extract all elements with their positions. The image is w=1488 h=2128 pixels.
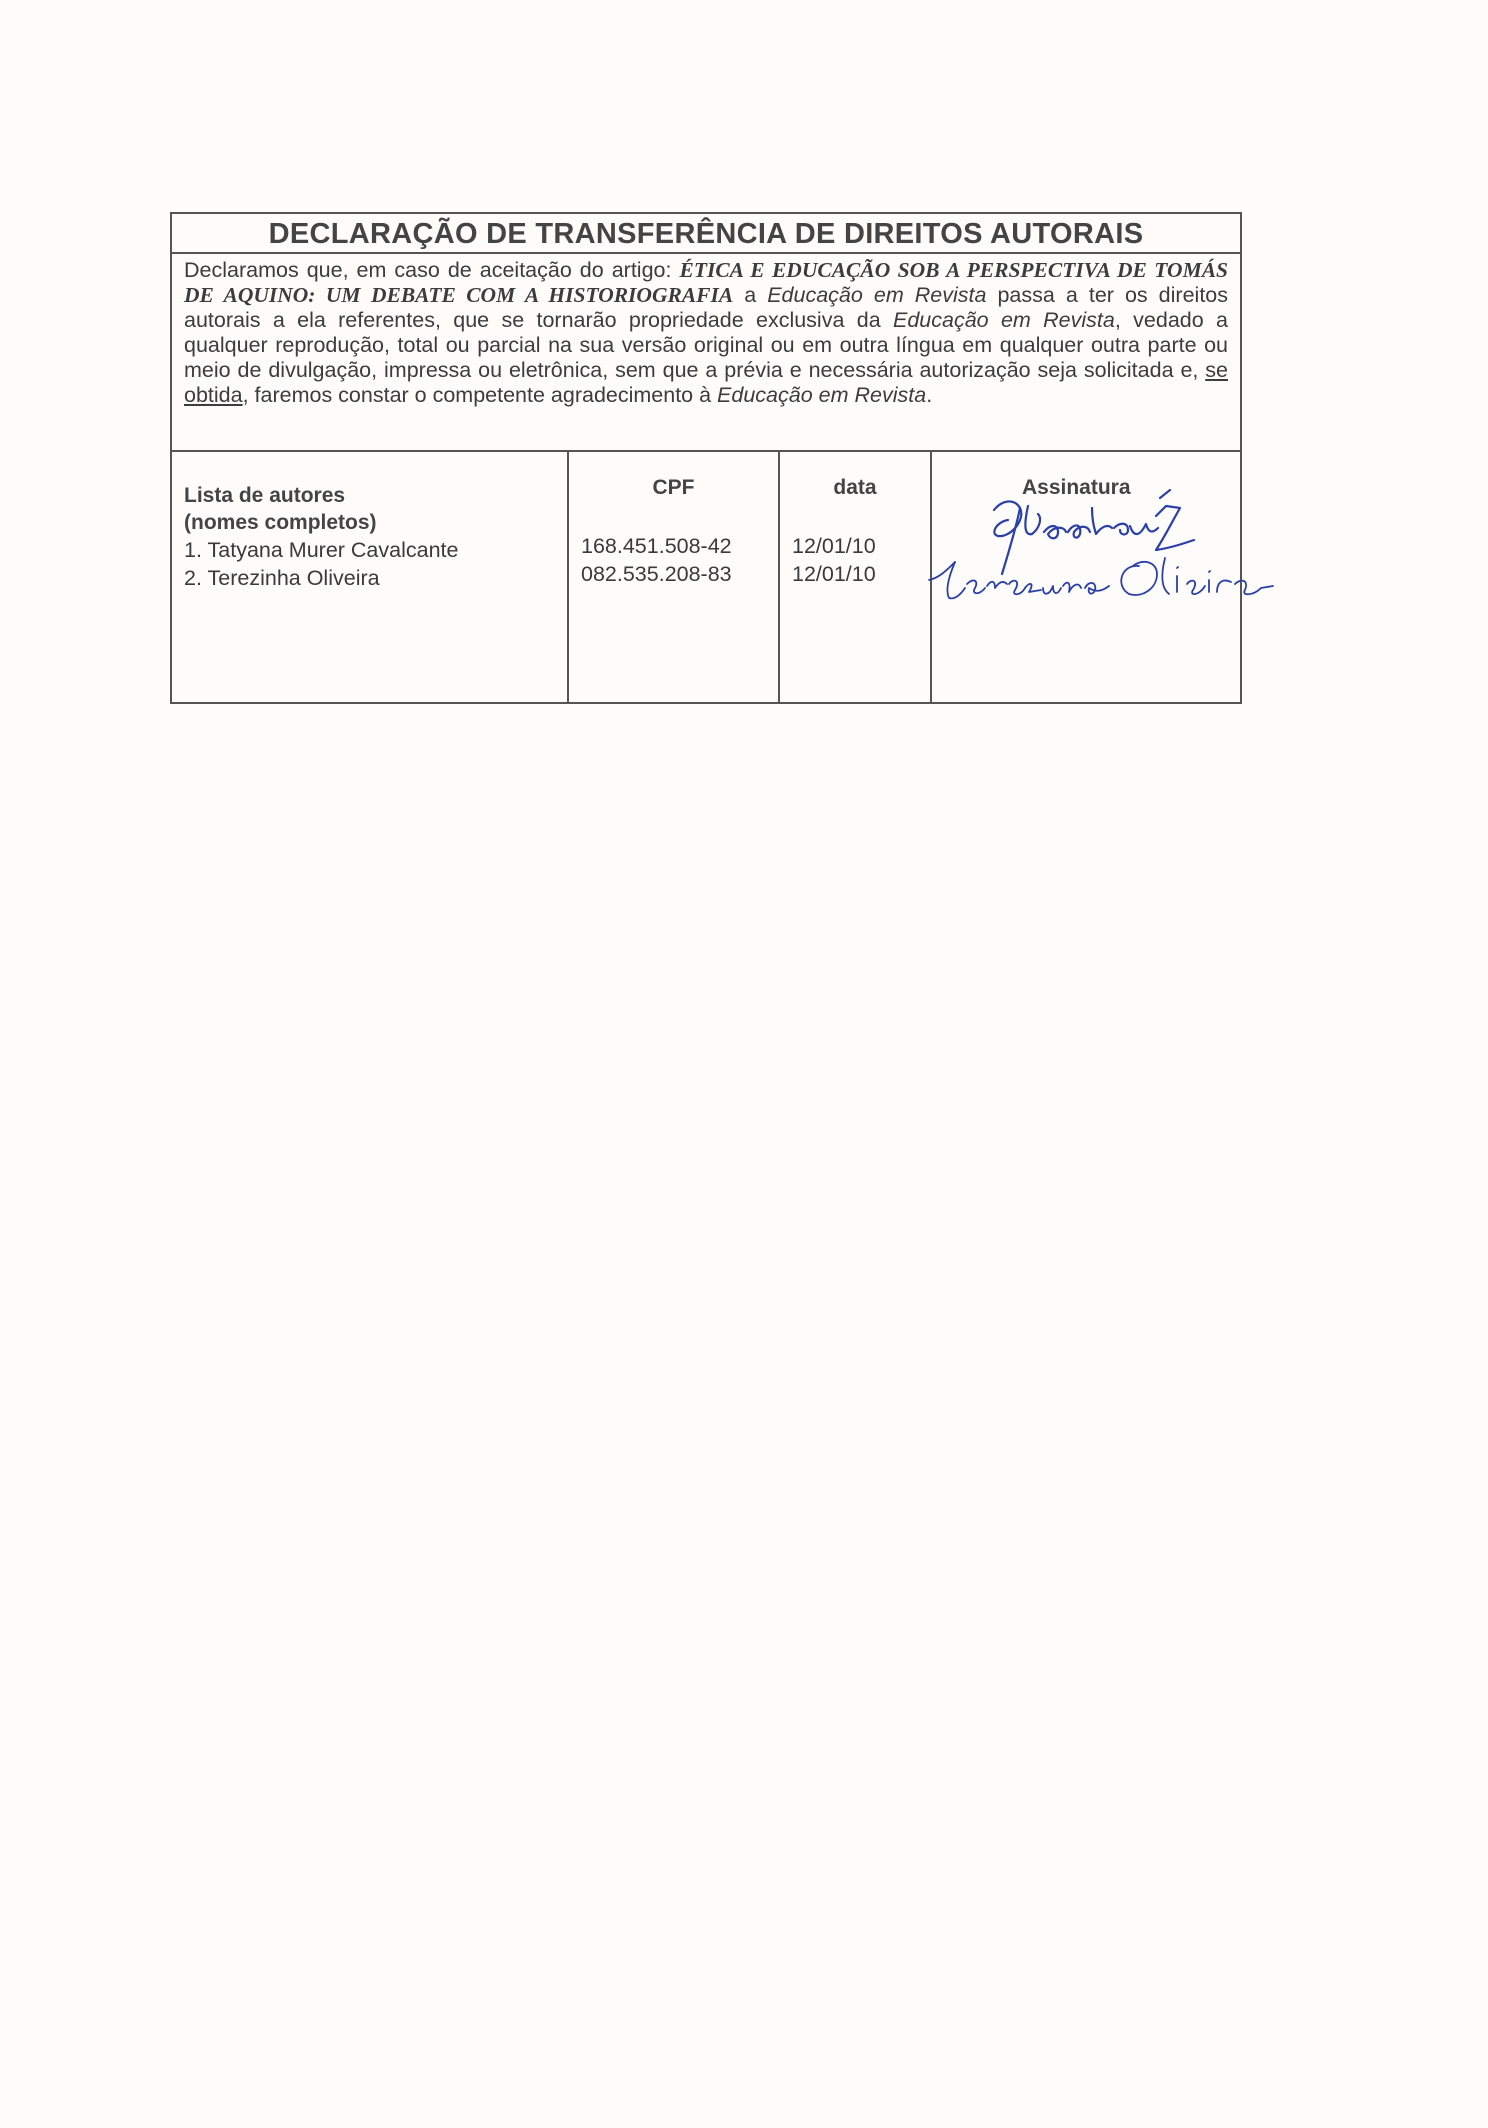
author-date: 12/01/10: [792, 534, 876, 558]
form-title: DECLARAÇÃO DE TRANSFERÊNCIA DE DIREITOS AUTORAIS: [172, 214, 1240, 254]
authors-column: [172, 452, 569, 704]
copyright-transfer-form: [170, 212, 1242, 704]
cpf-header: CPF: [652, 476, 695, 499]
declaration-part4: , faremos constar o competente agradecimento à: [242, 383, 718, 407]
declaration-intro: Declaramos que, em caso de aceitação do artigo:: [184, 258, 680, 282]
journal-name: Educação em Revista: [717, 383, 927, 407]
authors-header-line1: Lista de autores: [184, 484, 346, 507]
signature-oliveira-icon: [925, 540, 1300, 615]
declaration-part2: passa a ter os direitos autorais a ela referentes, que se tornarão propriedade exclusiva da: [184, 283, 1228, 332]
date-column: [780, 452, 932, 704]
declaration-part3: , vedado a qualquer reprodução, total ou parcial na sua versão original ou em outra língua em qualquer outra parte ou meio de divulgação, impressa ou eletrônica, sem que a prévia e necessária autorização seja solicitada e,: [184, 308, 1228, 382]
declaration-end: .: [926, 383, 933, 407]
signature-header: Assinatura: [1022, 476, 1131, 499]
date-header: data: [833, 476, 877, 499]
author-cpf: 082.535.208-83: [581, 562, 732, 586]
journal-name: Educação em Revista: [767, 283, 987, 307]
underlined-phrase: se obtida: [184, 358, 1228, 407]
author-name: 2. Terezinha Oliveira: [184, 566, 380, 590]
author-date: 12/01/10: [792, 562, 876, 586]
declaration-text: [172, 254, 1240, 452]
author-cpf: 168.451.508-42: [581, 534, 732, 558]
declaration-part1: a: [733, 283, 768, 307]
author-name: 1. Tatyana Murer Cavalcante: [184, 538, 459, 562]
journal-name: Educação em Revista: [893, 308, 1115, 332]
article-title: ÉTICA E EDUCAÇÃO SOB A PERSPECTIVA DE TOMÁS DE AQUINO: UM DEBATE COM A HISTORIOGRAFIA: [184, 258, 1228, 307]
cpf-column: [569, 452, 780, 704]
authors-header-line2: (nomes completos): [184, 511, 377, 534]
